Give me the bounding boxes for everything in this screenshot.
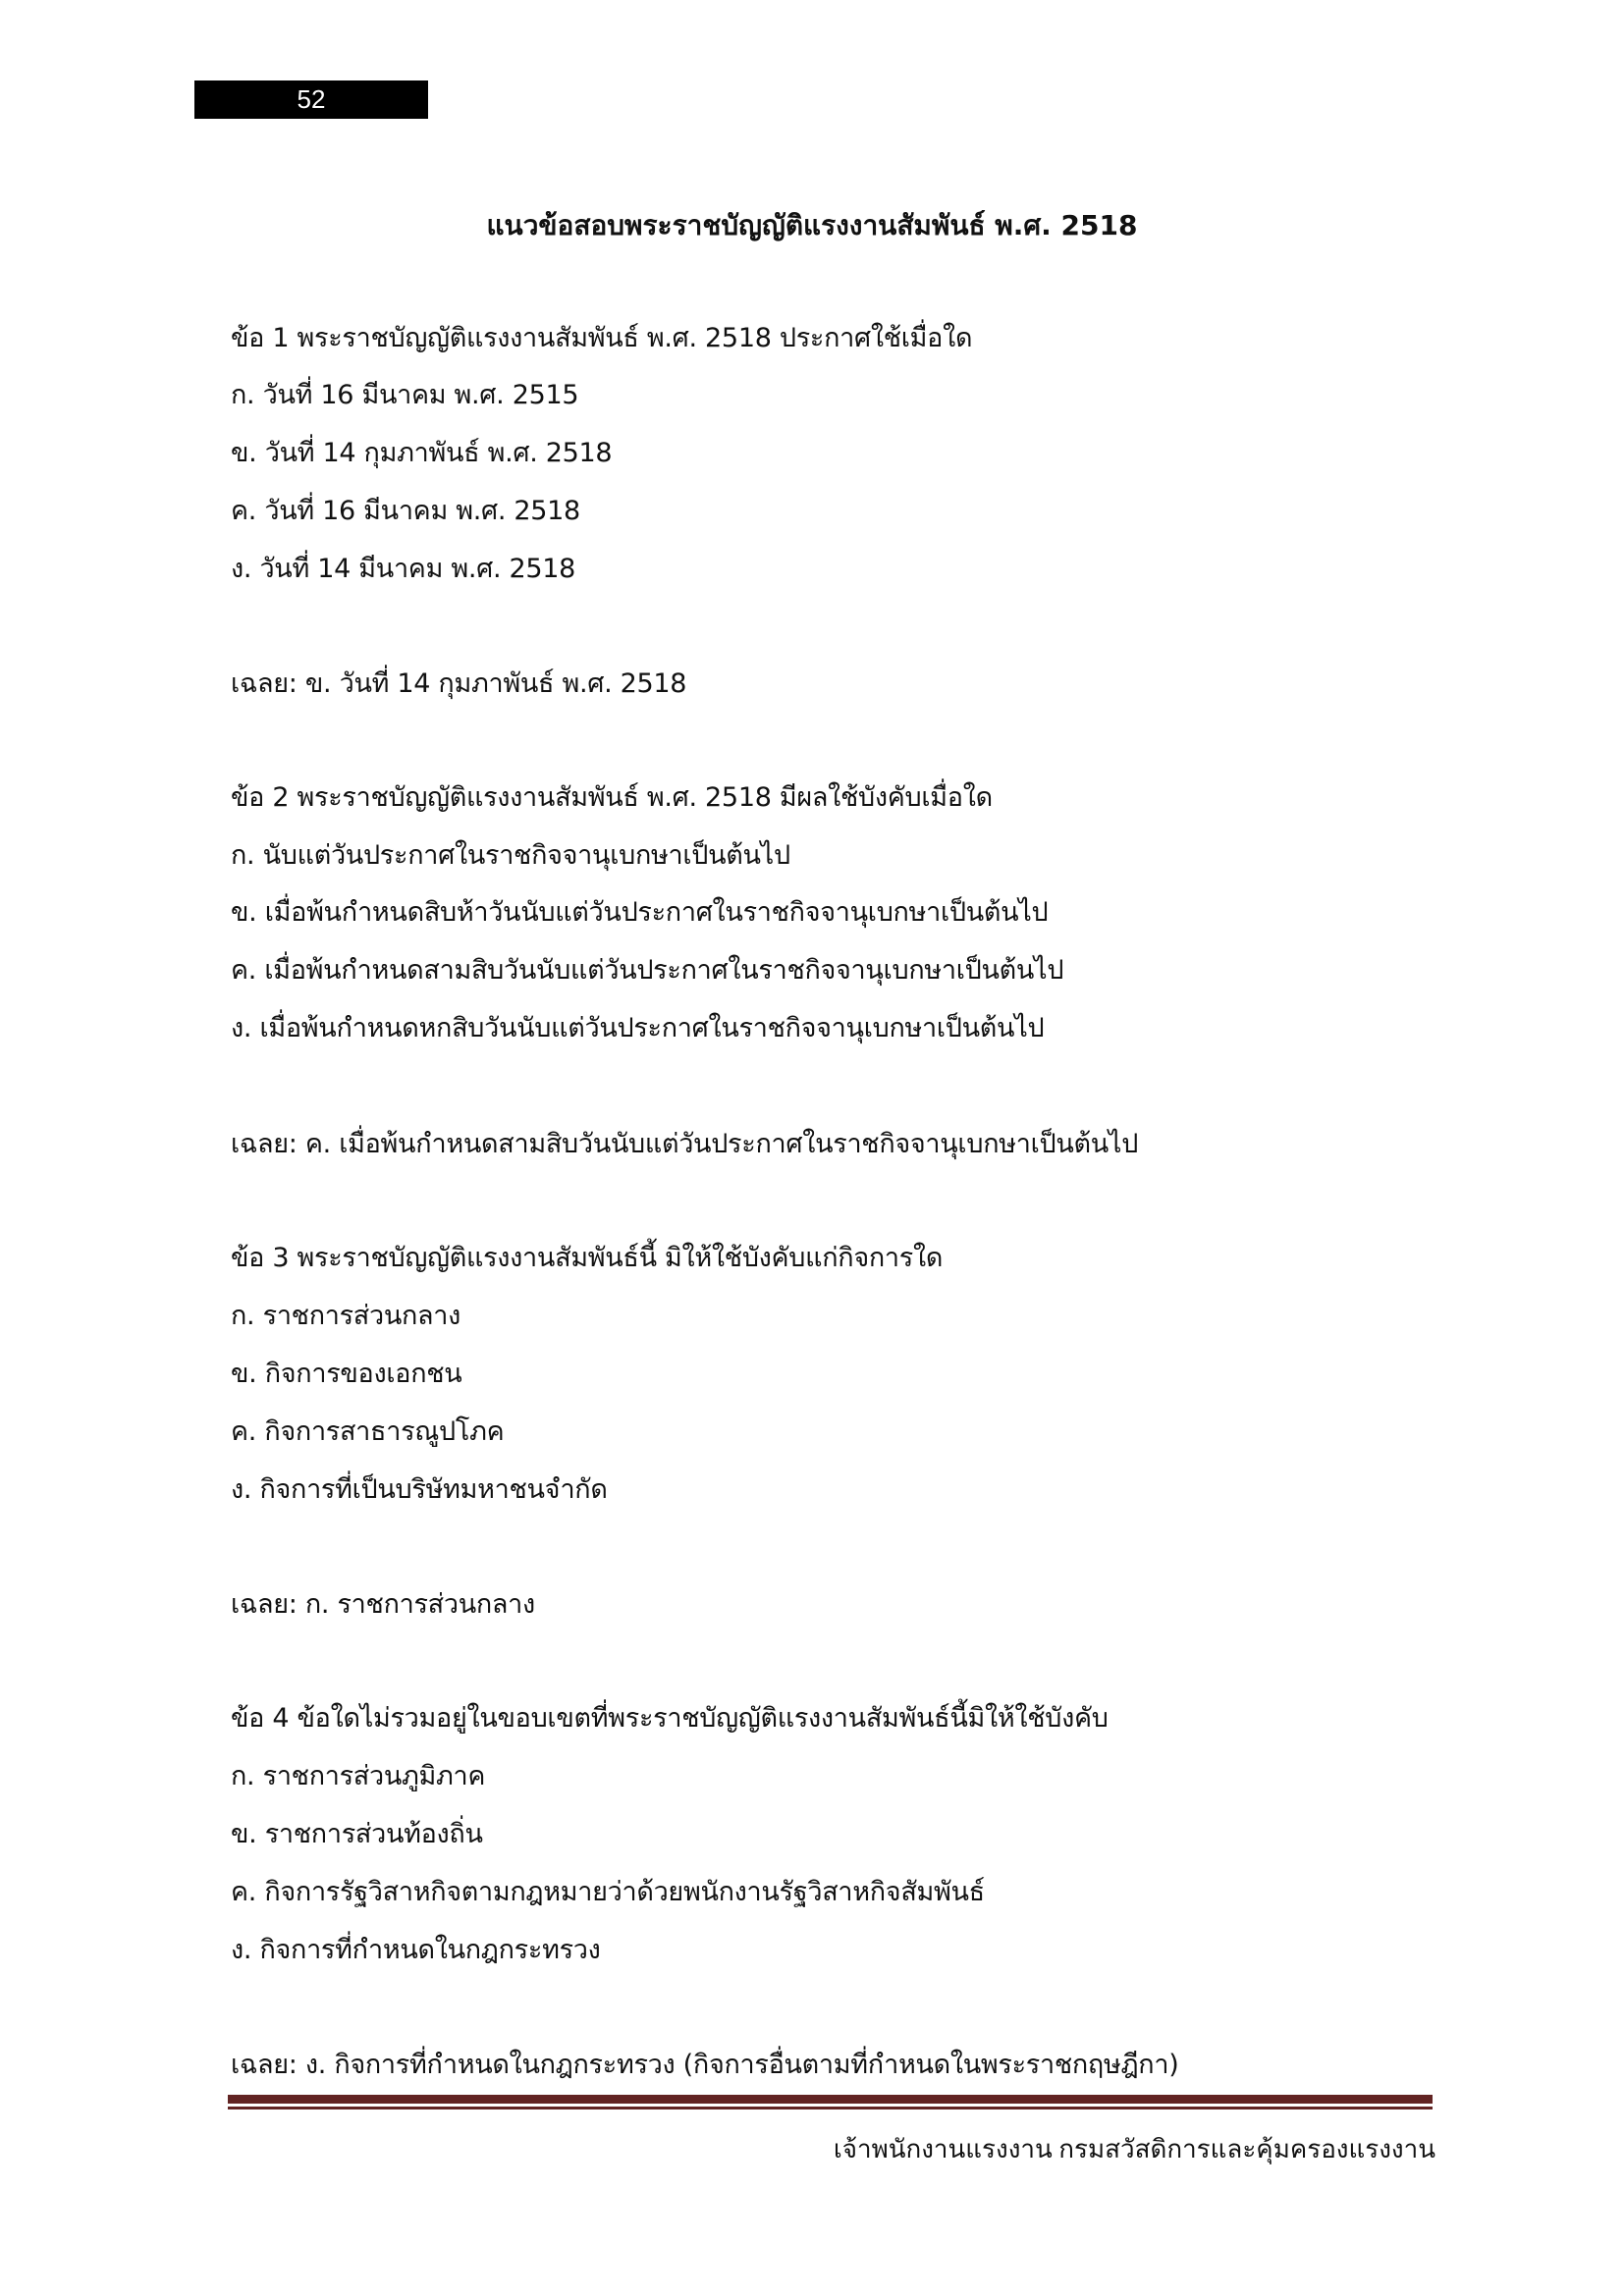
option-d: ง. เมื่อพ้นกำหนดหกสิบวันนับแต่วันประกาศในราชกิจจานุเบกษาเป็นต้นไป [231, 1013, 1045, 1043]
answer-text: เฉลย: ก. ราชการส่วนกลาง [231, 1589, 535, 1620]
option-b: ข. ราชการส่วนท้องถิ่น [231, 1819, 483, 1849]
option-a: ก. วันที่ 16 มีนาคม พ.ศ. 2515 [231, 380, 579, 410]
option-a: ก. นับแต่วันประกาศในราชกิจจานุเบกษาเป็นต้นไป [231, 840, 790, 871]
option-c: ค. เมื่อพ้นกำหนดสามสิบวันนับแต่วันประกาศในราชกิจจานุเบกษาเป็นต้นไป [231, 955, 1064, 986]
option-c: ค. กิจการสาธารณูปโภค [231, 1416, 505, 1447]
page-number-badge: 52 [194, 80, 428, 119]
footer-text: เจ้าพนักงานแรงงาน กรมสวัสดิการและคุ้มครองแรงงาน [833, 2135, 1435, 2163]
question-text: ข้อ 1 พระราชบัญญัติแรงงานสัมพันธ์ พ.ศ. 2518 ประกาศใช้เมื่อใด [231, 323, 973, 353]
option-a: ก. ราชการส่วนกลาง [231, 1301, 461, 1331]
footer-divider-thick [228, 2095, 1433, 2104]
option-d: ง. กิจการที่กำหนดในกฎกระทรวง [231, 1935, 601, 1965]
question-text: ข้อ 3 พระราชบัญญัติแรงงานสัมพันธ์นี้ มิให้ใช้บังคับแก่กิจการใด [231, 1243, 944, 1273]
option-d: ง. วันที่ 14 มีนาคม พ.ศ. 2518 [231, 554, 576, 584]
answer-text: เฉลย: ข. วันที่ 14 กุมภาพันธ์ พ.ศ. 2518 [231, 668, 687, 699]
answer-text: เฉลย: ค. เมื่อพ้นกำหนดสามสิบวันนับแต่วันประกาศในราชกิจจานุเบกษาเป็นต้นไป [231, 1129, 1139, 1159]
option-b: ข. วันที่ 14 กุมภาพันธ์ พ.ศ. 2518 [231, 438, 613, 468]
option-c: ค. วันที่ 16 มีนาคม พ.ศ. 2518 [231, 496, 580, 526]
option-c: ค. กิจการรัฐวิสาหกิจตามกฎหมายว่าด้วยพนักงานรัฐวิสาหกิจสัมพันธ์ [231, 1877, 985, 1907]
page-title: แนวข้อสอบพระราชบัญญัติแรงงานสัมพันธ์ พ.ศ. 2518 [486, 209, 1138, 241]
footer-divider-thin [228, 2107, 1433, 2109]
question-text: ข้อ 4 ข้อใดไม่รวมอยู่ในขอบเขตที่พระราชบัญญัติแรงงานสัมพันธ์นี้มิให้ใช้บังคับ [231, 1703, 1109, 1734]
option-a: ก. ราชการส่วนภูมิภาค [231, 1761, 486, 1791]
answer-text: เฉลย: ง. กิจการที่กำหนดในกฎกระทรวง (กิจการอื่นตามที่กำหนดในพระราชกฤษฎีกา) [231, 2050, 1179, 2080]
option-d: ง. กิจการที่เป็นบริษัทมหาชนจำกัด [231, 1474, 608, 1505]
option-b: ข. กิจการของเอกชน [231, 1359, 462, 1389]
question-text: ข้อ 2 พระราชบัญญัติแรงงานสัมพันธ์ พ.ศ. 2518 มีผลใช้บังคับเมื่อใด [231, 782, 993, 813]
option-b: ข. เมื่อพ้นกำหนดสิบห้าวันนับแต่วันประกาศในราชกิจจานุเบกษาเป็นต้นไป [231, 897, 1049, 928]
